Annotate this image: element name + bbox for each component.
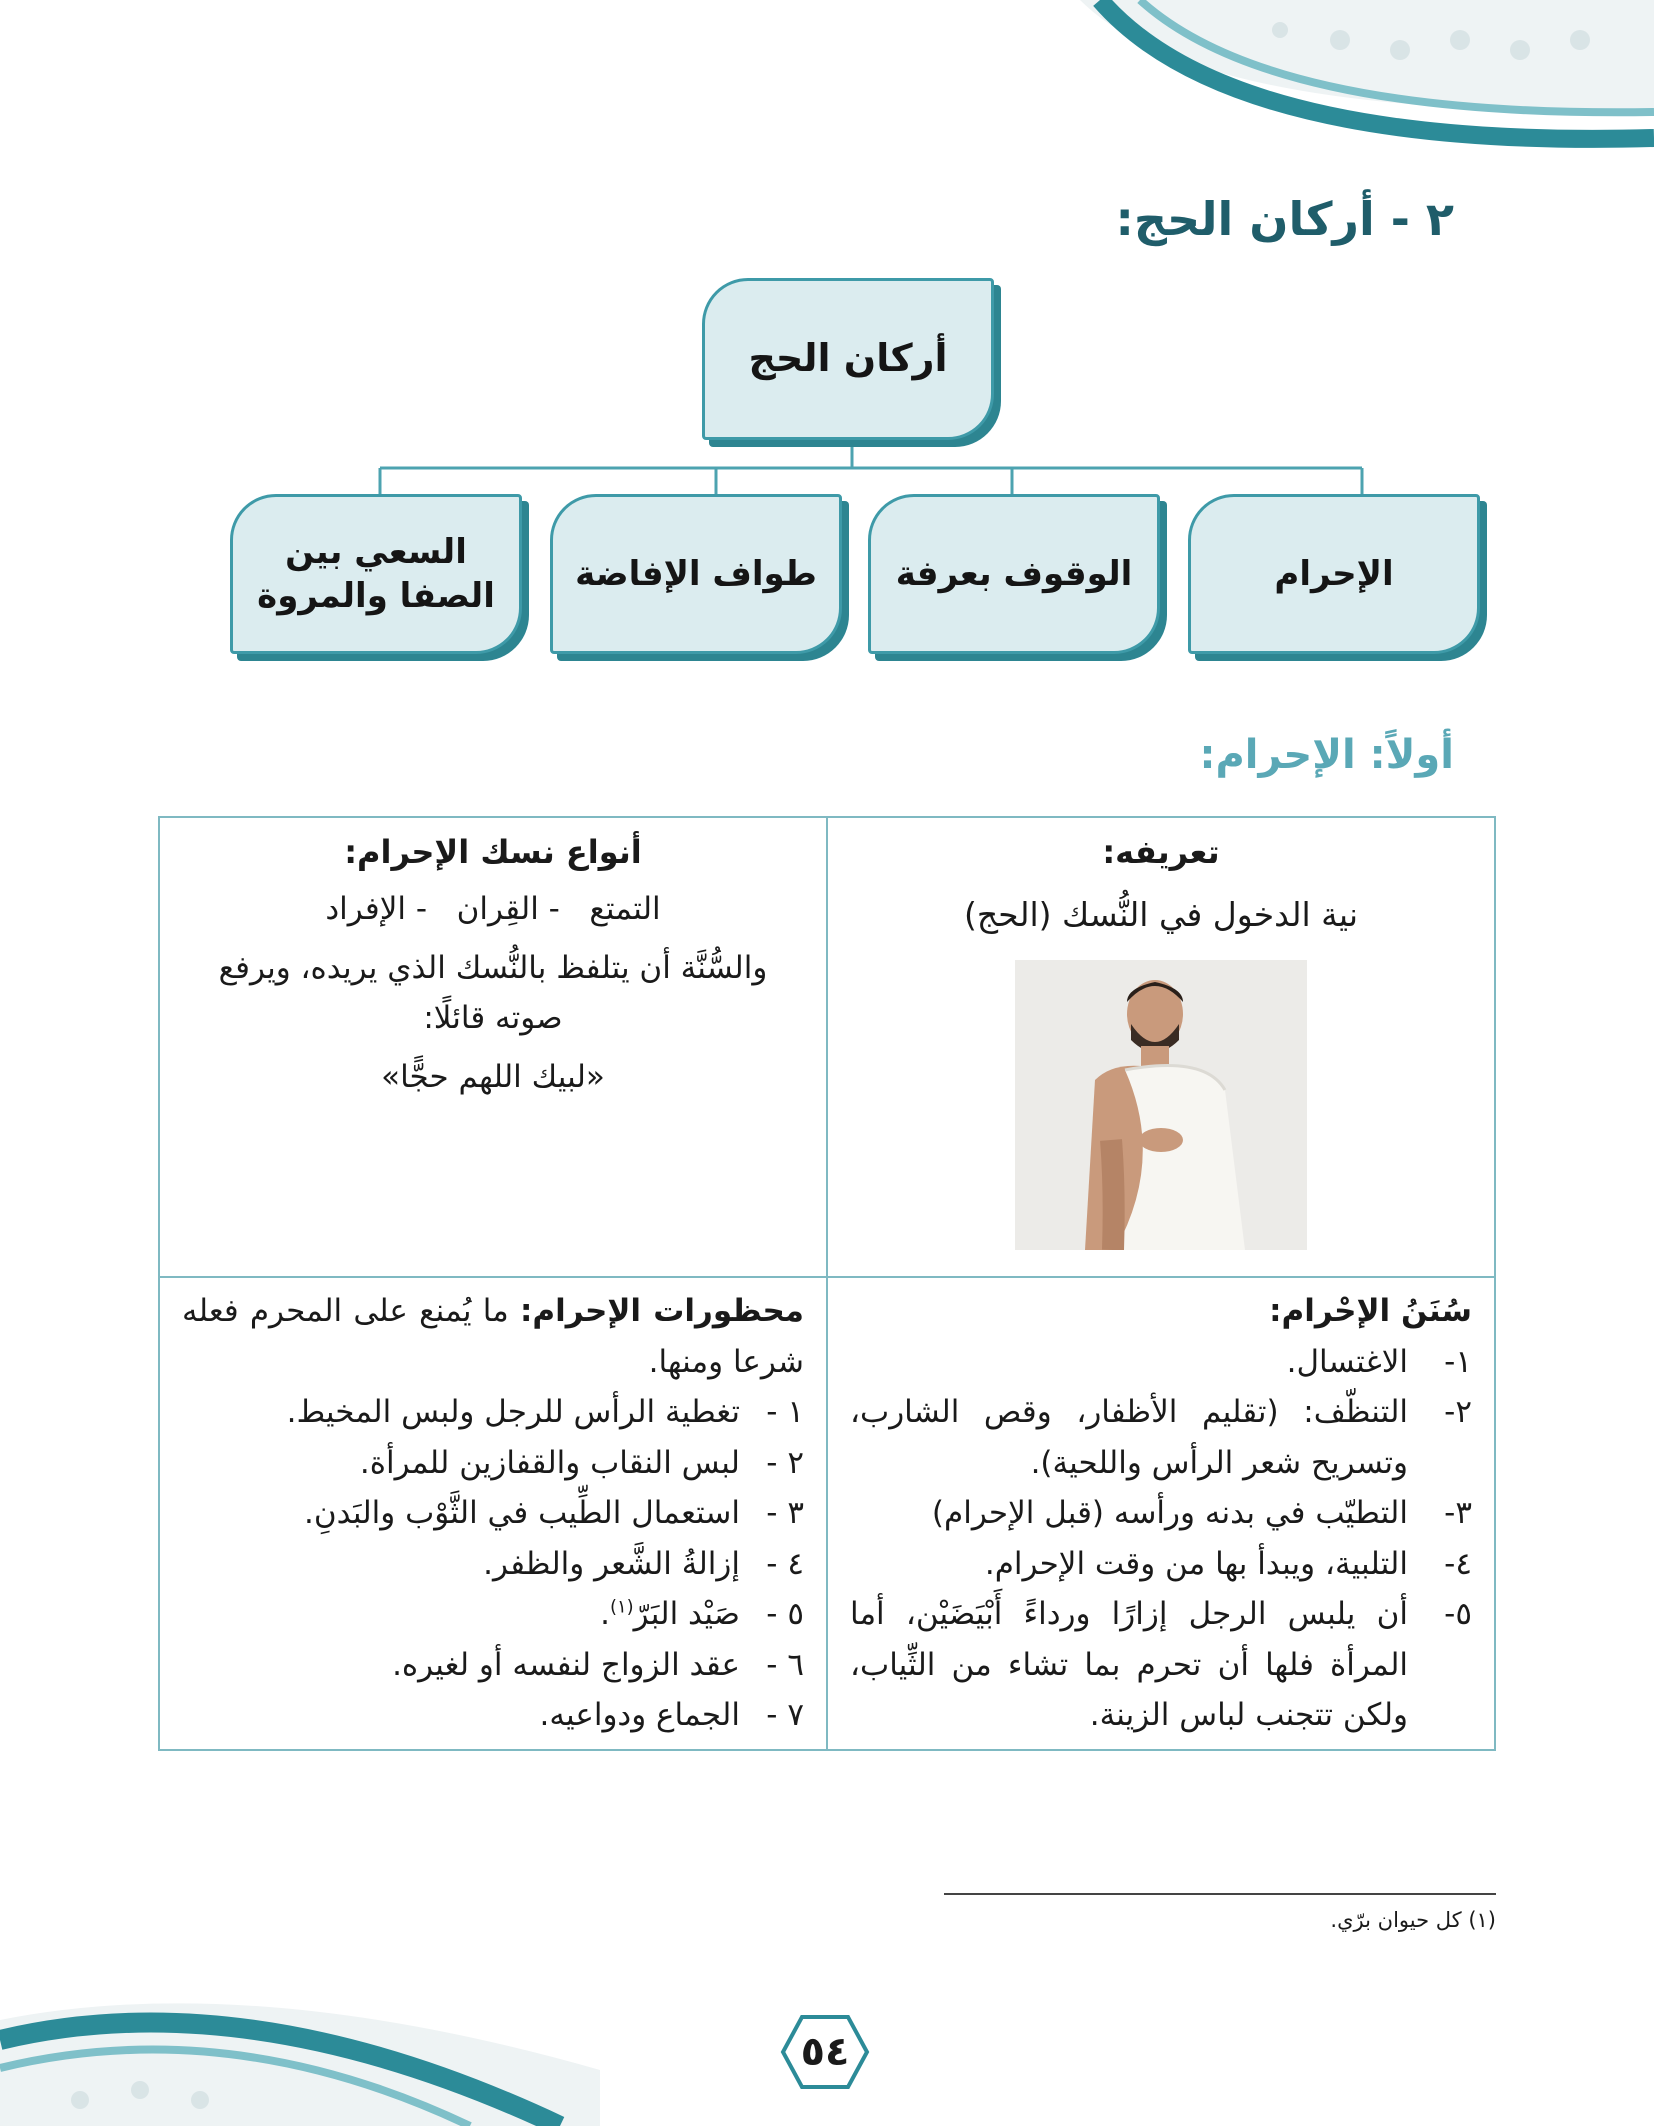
diagram-child-arafah: الوقوف بعرفة xyxy=(868,494,1160,654)
definition-text: نية الدخول في النُّسك (الحج) xyxy=(963,895,1359,935)
diagram-child-tawaf: طواف الإفاضة xyxy=(550,494,842,654)
types-title: أنواع نسك الإحرام: xyxy=(344,833,642,871)
list-item: ٤- التلبية، ويبدأ بها من وقت الإحرام. xyxy=(984,1545,1472,1582)
list-item: ٧ - الجماع ودواعيه. xyxy=(539,1697,804,1734)
prohibitions-intro: ما يُمنع على المحرم فعله شرعا ومنها. xyxy=(182,1293,804,1380)
list-item: ٣- التطيّب في بدنه ورأسه (قبل الإحرام) xyxy=(931,1495,1472,1532)
sunan-cell xyxy=(827,1277,1495,1750)
list-item: ١- الاغتسال. xyxy=(1286,1343,1472,1380)
diagram-child-sai: السعي بين الصفا والمروة xyxy=(230,494,522,654)
definition-title: تعريفه: xyxy=(1102,833,1220,871)
sunan-title: سُنَنُ الإحْرام: xyxy=(1269,1293,1472,1329)
section-heading: ٢ - أركان الحج: xyxy=(1115,192,1454,246)
prohibitions-title: محظورات الإحرام: xyxy=(519,1293,804,1329)
ihram-table xyxy=(158,816,1496,1751)
list-item: ٢ - لبس النقاب والقفازين للمرأة. xyxy=(359,1444,804,1481)
diagram-root-box: أركان الحج xyxy=(702,278,994,440)
footnote-divider xyxy=(944,1893,1496,1895)
footnote-marker[interactable]: (١) xyxy=(609,1596,634,1618)
list-item: ٦ - عقد الزواج لنفسه أو لغيره. xyxy=(392,1646,804,1683)
definition-cell xyxy=(827,817,1495,1277)
list-item: ٥ - صَيْد البَرّ$^{(١)}$. xyxy=(600,1596,804,1633)
types-kinds: التمتع - القِران - الإفراد xyxy=(325,891,661,928)
types-cell xyxy=(159,817,827,1277)
types-sunnah-text: والسُّنَّة أن يتلفظ بالنُّسك الذي يريده، ويرفع صوته قائلًا: xyxy=(218,949,768,1037)
diagram-child-ihram: الإحرام xyxy=(1188,494,1480,654)
prohibitions-cell xyxy=(159,1277,827,1750)
list-item: ٣ - استعمال الطِّيب في الثَّوْب والبَدنِ. xyxy=(303,1495,804,1532)
list-item: ٤ - إزالةُ الشَّعر والظفر. xyxy=(483,1545,804,1582)
bottom-corner-ornament xyxy=(0,1950,600,2126)
pilgrim-photo xyxy=(1015,960,1307,1250)
list-item: ٥- أن يلبس الرجل إزارًا ورداءً أَبْيَضَيْن، أما المرأة فلها أن تحرم بما تشاء من الثِّياب، ولكن تتجنب لباس الزينة. xyxy=(850,1596,1472,1734)
list-item: ١ - تغطية الرأس للرجل ولبس المخيط. xyxy=(286,1394,804,1431)
sunan-list xyxy=(850,1337,1472,1741)
prohibitions-intro-line xyxy=(182,1286,804,1387)
prohibitions-list xyxy=(182,1387,804,1741)
page-number: ٥٤ xyxy=(800,2029,850,2075)
talbiyah-text: «لبيك اللهم حجًّا» xyxy=(381,1058,605,1095)
footnote: (١) كل حيوان برّي. xyxy=(1330,1908,1496,1932)
sub-heading: أولاً: الإحرام: xyxy=(1199,732,1454,778)
list-item: ٢- التنظّف: (تقليم الأظفار، وقص الشارب، وتسريح شعر الرأس واللحية). xyxy=(850,1394,1472,1481)
